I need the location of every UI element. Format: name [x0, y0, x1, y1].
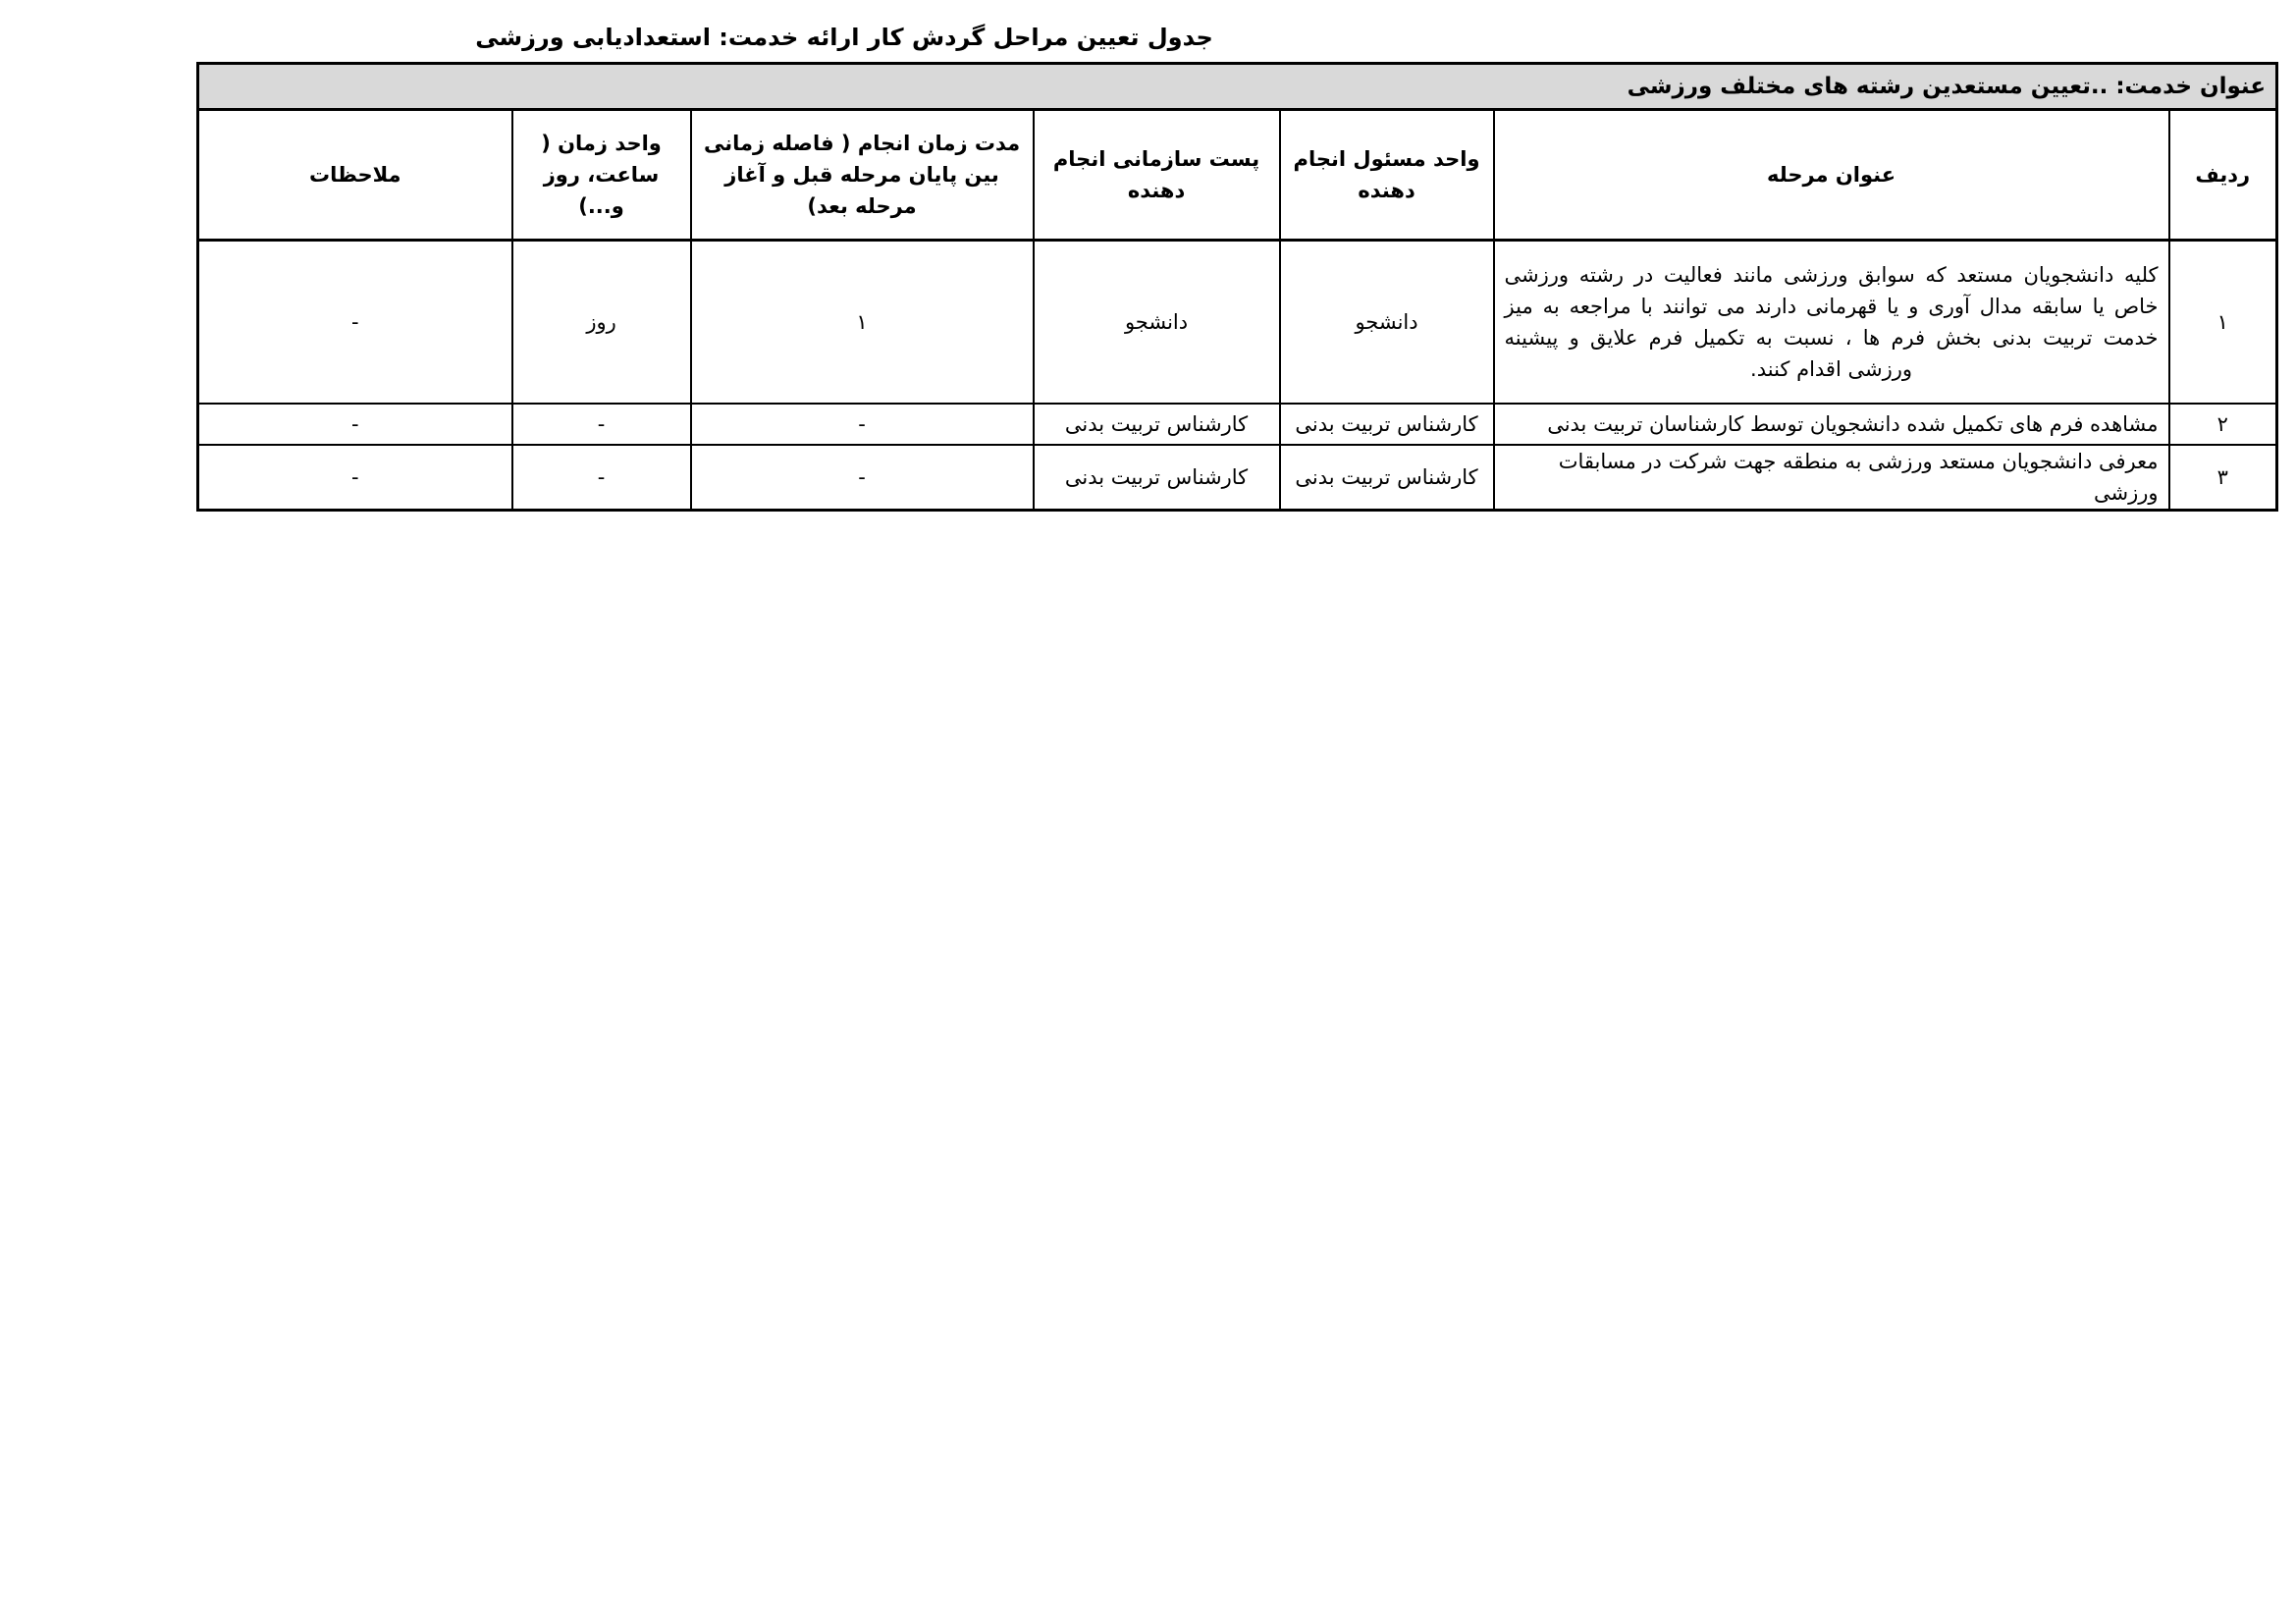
header-notes: ملاحظات — [198, 110, 512, 241]
cell-notes: - — [198, 404, 512, 445]
cell-responsible-unit: کارشناس تربیت بدنی — [1280, 404, 1494, 445]
cell-duration: ۱ — [691, 241, 1034, 405]
header-time-unit: واحد زمان ( ساعت، روز و...) — [512, 110, 691, 241]
cell-row-number: ۳ — [2169, 445, 2277, 511]
cell-time-unit: - — [512, 445, 691, 511]
cell-duration: - — [691, 404, 1034, 445]
document-title: جدول تعیین مراحل گردش کار ارائه خدمت: استعدادیابی ورزشی — [475, 24, 1213, 51]
cell-responsible-unit: دانشجو — [1280, 241, 1494, 405]
cell-step-title: معرفی دانشجویان مستعد ورزشی به منطقه جهت شرکت در مسابقات ورزشی — [1494, 445, 2169, 511]
cell-org-post: دانشجو — [1034, 241, 1280, 405]
header-row-number: ردیف — [2169, 110, 2277, 241]
cell-org-post: کارشناس تربیت بدنی — [1034, 445, 1280, 511]
cell-step-title: کلیه دانشجویان مستعد که سوابق ورزشی مانند فعالیت در رشته ورزشی خاص یا سابقه مدال آوری و یا قهرمانی دارند می توانند با مراجعه به میز خدمت تربیت بدنی بخش فرم ها ، نسبت به تکمیل فرم علایق و پیشینه ورزشی اقدام کنند. — [1494, 241, 2169, 405]
cell-notes: - — [198, 445, 512, 511]
cell-org-post: کارشناس تربیت بدنی — [1034, 404, 1280, 445]
cell-row-number: ۲ — [2169, 404, 2277, 445]
header-duration: مدت زمان انجام ( فاصله زمانی بین پایان مرحله قبل و آغاز مرحله بعد) — [691, 110, 1034, 241]
cell-row-number: ۱ — [2169, 241, 2277, 405]
service-title: عنوان خدمت: ..تعیین مستعدین رشته های مختلف ورزشی — [198, 64, 2277, 110]
cell-time-unit: روز — [512, 241, 691, 405]
table-row — [198, 445, 2277, 511]
table-row — [198, 241, 2277, 405]
cell-time-unit: - — [512, 404, 691, 445]
cell-duration: - — [691, 445, 1034, 511]
cell-responsible-unit: کارشناس تربیت بدنی — [1280, 445, 1494, 511]
service-title-row — [198, 64, 2277, 110]
table-header-row — [198, 110, 2277, 241]
header-step-title: عنوان مرحله — [1494, 110, 2169, 241]
cell-notes: - — [198, 241, 512, 405]
header-responsible-unit: واحد مسئول انجام دهنده — [1280, 110, 1494, 241]
workflow-table — [196, 62, 2278, 512]
table-row — [198, 404, 2277, 445]
cell-step-title: مشاهده فرم های تکمیل شده دانشجویان توسط کارشناسان تربیت بدنی — [1494, 404, 2169, 445]
header-org-post: پست سازمانی انجام دهنده — [1034, 110, 1280, 241]
